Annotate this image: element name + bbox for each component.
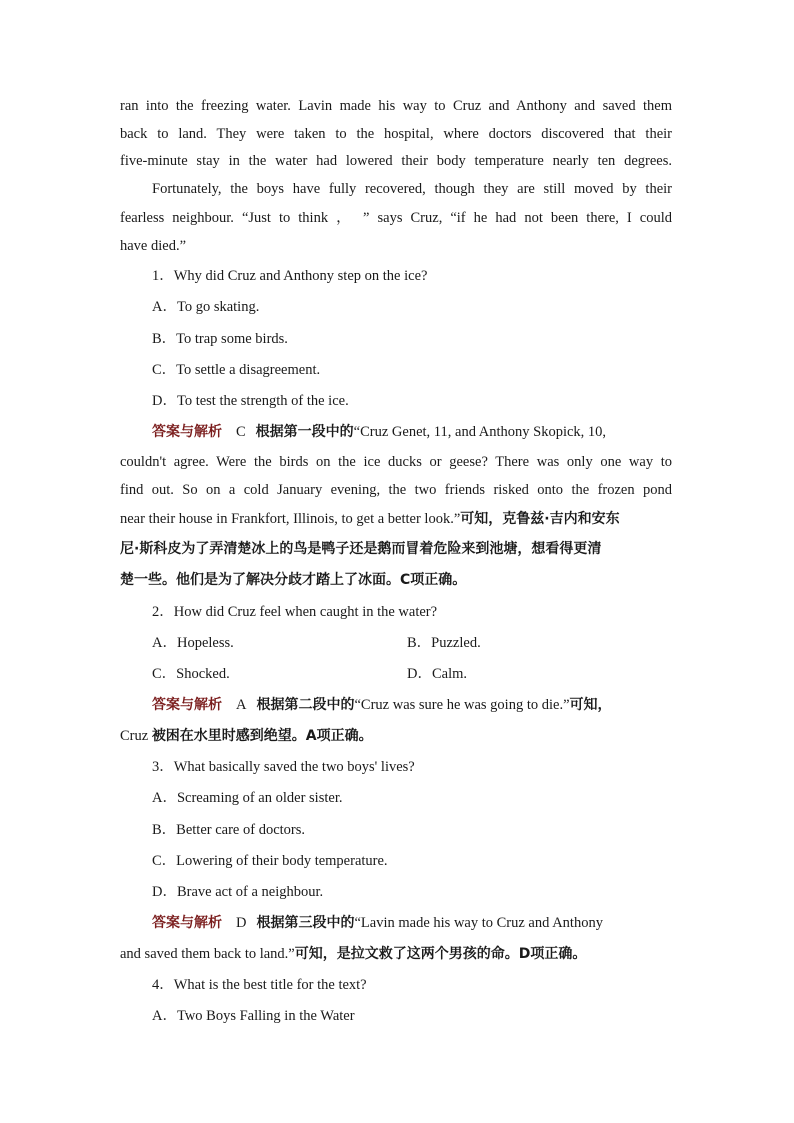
answer-text: 根据第二段中的 [256,697,355,713]
answer-line [120,510,672,528]
answer-label: 答案与解析 [152,697,222,713]
passage-line: back to land. They were taken to the hospital, where doctors discovered that their [120,126,672,142]
question-option: A．Hopeless. [152,635,234,651]
answer-line: 尼·斯科皮为了弄清楚冰上的鸟是鸭子还是鹅而冒着危险来到池塘，想看得更清 [120,541,602,557]
answer-text: “Cruz was sure he was going to die.” [354,697,570,713]
passage-line: have died.” [120,238,187,254]
question-option: B．Puzzled. [407,635,481,651]
answer-letter: C [236,424,246,440]
answer-label: 答案与解析 [152,424,222,440]
answer-block [152,423,672,441]
question-stem: 4．What is the best title for the text? [152,977,367,993]
question-stem: 1．Why did Cruz and Anthony step on the ice? [152,268,428,284]
answer-letter: D [236,915,247,931]
answer-text: near their house in Frankfort, Illinois, to get a better look.” [120,511,461,527]
answer-text: 根据第一段中的 [255,424,354,440]
answer-text: 可知， [569,697,612,713]
answer-text: 可知，克鲁兹·吉内和安东 [460,511,620,527]
answer-label: 答案与解析 [152,915,222,931]
answer-line [120,727,672,745]
answer-text: and saved them back to land.” [120,946,295,962]
passage-line: five-minute stay in the water had lowered their body temperature nearly ten degrees. [120,153,672,169]
answer-line: 楚一些。他们是为了解决分歧才踏上了冰面。C项正确。 [120,572,467,588]
question-stem: 3．What basically saved the two boys' lives? [152,759,415,775]
question-option: A．Two Boys Falling in the Water [152,1008,355,1024]
question-option: C．Lowering of their body temperature. [152,853,388,869]
answer-line: couldn't agree. Were the birds on the ice ducks or geese? There was only one way to [120,454,672,470]
passage-line: ran into the freezing water. Lavin made his way to Cruz and Anthony and saved them [120,98,672,114]
question-option: D．Calm. [407,666,468,682]
question-option: C．Shocked. [152,666,230,682]
answer-line: find out. So on a cold January evening, the two friends risked onto the frozen pond [120,482,672,498]
answer-text: 根据第三段中的 [256,915,355,931]
answer-block [152,914,672,932]
answer-text: 可知，是拉文救了这两个男孩的命。D项正确。 [294,946,587,962]
question-option: C．To settle a disagreement. [152,362,321,378]
answer-block [152,696,672,714]
question-option: D．Brave act of a neighbour. [152,884,324,900]
question-option: B．Better care of doctors. [152,822,306,838]
answer-text: Cruz [120,728,149,744]
answer-text: “Cruz Genet, 11, and Anthony Skopick, 10, [353,424,607,440]
question-option: A．To go skating. [152,299,260,315]
answer-letter: A [236,697,247,713]
question-option: A．Screaming of an older sister. [152,790,343,806]
passage-line: Fortunately, the boys have fully recovered, though they are still moved by their [152,181,672,197]
question-option: D．To test the strength of the ice. [152,393,349,409]
question-option: B．To trap some birds. [152,331,288,347]
answer-text: 被困在水里时感到绝望。A项正确。 [151,728,373,744]
answer-line [120,945,672,963]
answer-text: “Lavin made his way to Cruz and Anthony [354,915,603,931]
question-stem: 2．How did Cruz feel when caught in the water? [152,604,438,620]
passage-line: fearless neighbour. “Just to think ， ” says Cruz, “if he had not been there, I could [120,210,672,226]
